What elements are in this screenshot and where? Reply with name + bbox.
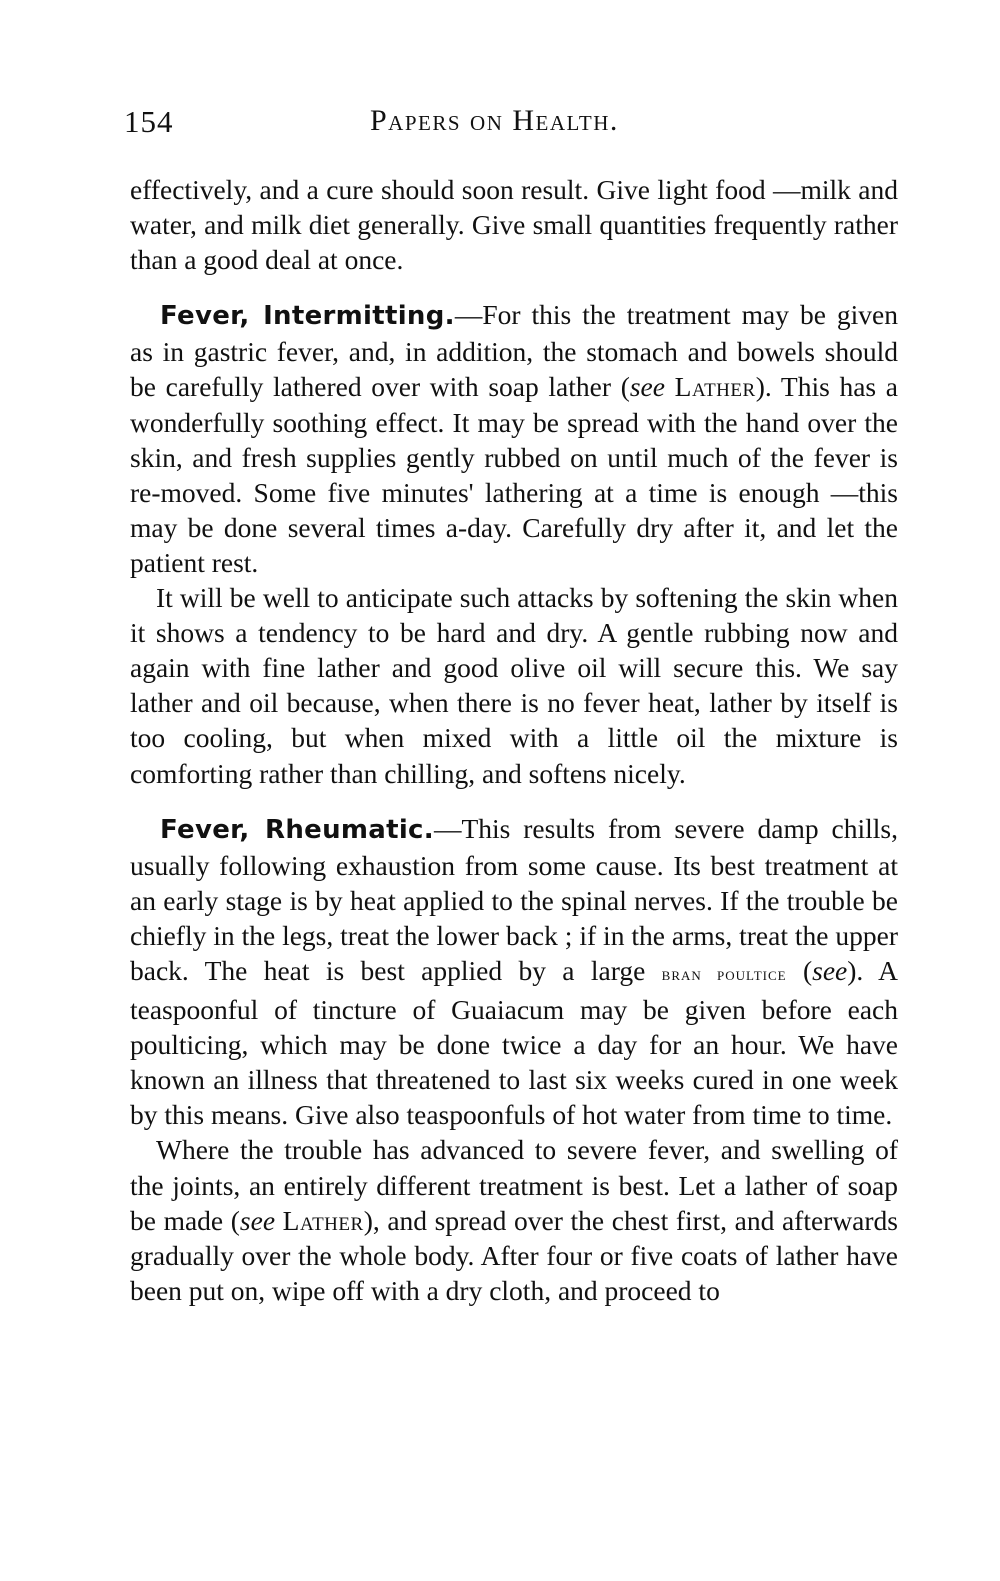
- cross-reference: Lather: [674, 371, 756, 403]
- see-reference: see: [812, 954, 848, 986]
- paragraph-text: (: [786, 954, 813, 986]
- entry-heading: Fever, Rheumatic.: [160, 814, 434, 845]
- paragraph-text: ), and spread over the chest first, and afterwards gradually over the whole body. After four or five coats of lather have been put on, wipe off with a dry cloth, and proceed to: [130, 1204, 899, 1306]
- running-head: [124, 104, 898, 148]
- page-number: 154: [124, 104, 174, 139]
- body-text: [130, 172, 898, 1308]
- see-reference: see: [239, 1204, 276, 1236]
- entry-heading: Fever, Intermitting.: [160, 301, 455, 332]
- paragraph-text: —For this the treatment may be given as in gastric fever, and, in addition, the stomach and bowels should be carefully lathered over with soap lather (: [130, 299, 898, 403]
- cross-reference: Lather: [282, 1204, 364, 1236]
- paragraph-continuation: [130, 172, 898, 277]
- paragraph: [130, 1132, 898, 1307]
- cross-reference: bran poultice: [661, 963, 787, 985]
- paragraph-text: ). This has a wonderfully soothing effect. It may be spread with the hand over the skin, and fresh supplies gently rubbed on until much of the fever is re-moved. Some five minutes' lathering at a time is enough —this may be done several times a-day. Carefully dry after it, and let the patient rest.: [130, 371, 898, 578]
- paragraph: [130, 580, 898, 791]
- entry-fever-intermitting: [130, 297, 898, 580]
- running-title: Papers on Health.: [370, 104, 619, 137]
- paragraph-text: ). A teaspoonful of tincture of Guaiacum may be given before each poulticing, which may be done twice a day for an hour. We have known an illness that threatened to last six weeks cured in one week by this means. Give also teaspoonfuls of hot water from time to time.: [130, 954, 898, 1131]
- entry-fever-rheumatic: [130, 811, 898, 1133]
- paragraph-text: —This results from severe damp chills, usually following exhaustion from some cause. Its best treatment at an early stage is by heat applied to the spinal nerves. If the trouble be chiefly in the legs, treat the lower back ; if in the arms, treat the upper back. The heat is best applied by a large: [130, 812, 898, 986]
- paragraph-text: Where the trouble has advanced to severe fever, and swelling of the joints, an entirely different treatment is best. Let a lather of soap be made (: [130, 1134, 898, 1236]
- paragraph-text: It will be well to anticipate such attacks by softening the skin when it shows a tendency to be hard and dry. A gentle rubbing now and again with fine lather and good olive oil will secure this. We say lather and oil because, when there is no fever heat, lather by itself is too cooling, but when mixed with a little oil the mixture is comforting rather than chilling, and softens nicely.: [130, 582, 898, 789]
- book-page: [124, 0, 899, 1581]
- see-reference: see: [629, 371, 665, 403]
- paragraph-text: effectively, and a cure should soon result. Give light food —milk and water, and milk diet generally. Give small quantities frequently rather than a good deal at once.: [130, 174, 898, 276]
